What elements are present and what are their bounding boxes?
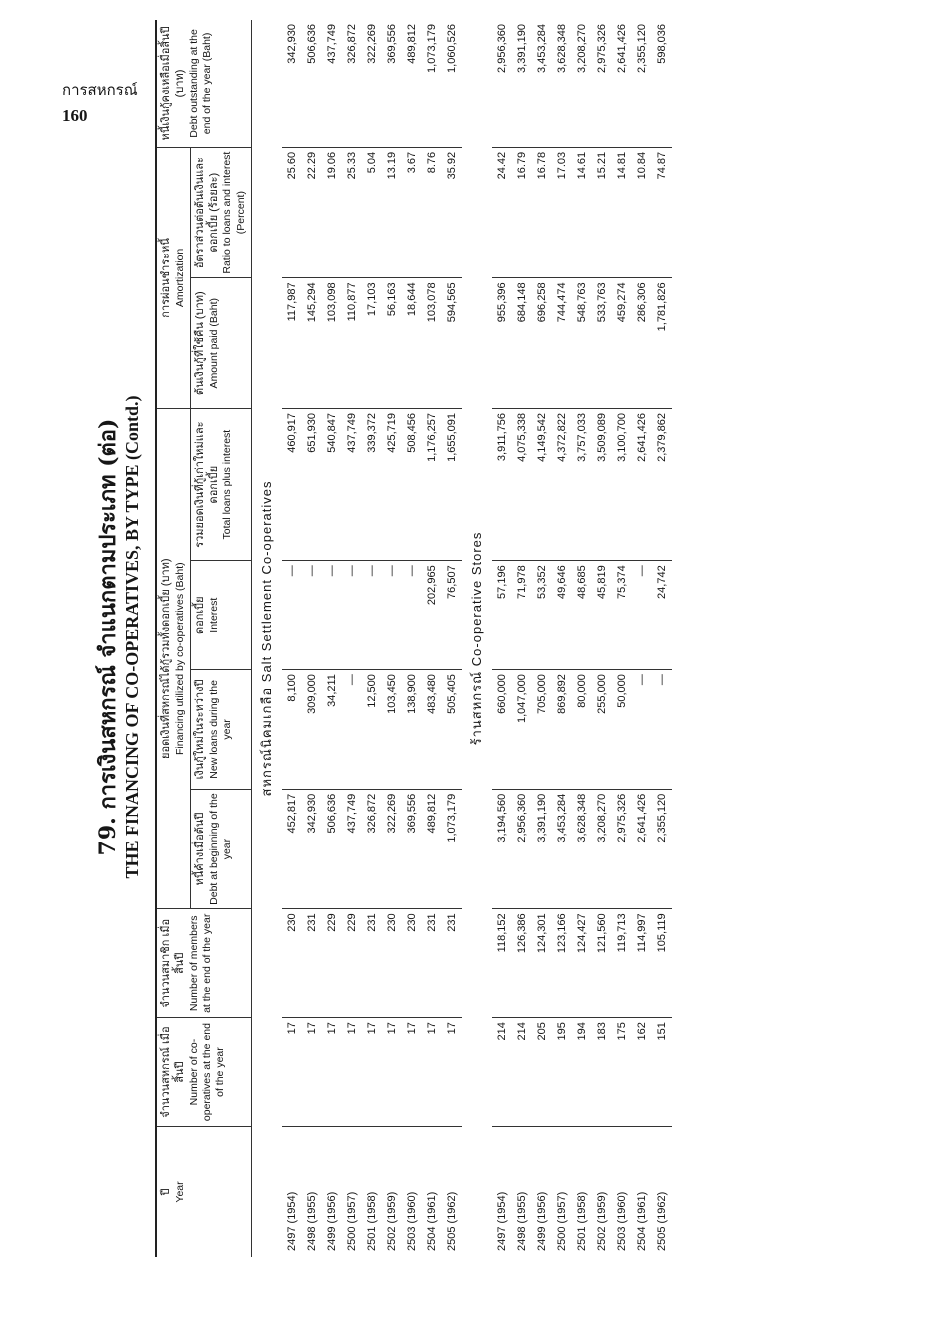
financing-table — [155, 20, 672, 1257]
table-cell: 326,872 — [362, 789, 382, 909]
year-cell: 2499 (1956) — [325, 1191, 338, 1251]
table-cell: 5.04 — [362, 147, 382, 278]
table-cell: 460,917 — [282, 408, 302, 560]
table-cell: 124,301 — [532, 909, 552, 1018]
table-row — [382, 20, 402, 1257]
col-coops-th: จำนวนสหกรณ์ เมื่อสิ้นปี — [160, 1026, 186, 1118]
table-cell: 24.42 — [492, 147, 512, 278]
amortization-group-en: Amortization — [173, 248, 186, 308]
amortization-group-header — [156, 147, 190, 408]
table-cell: — — [382, 561, 402, 670]
table-cell: 22.29 — [302, 147, 322, 278]
table-cell: 326,872 — [342, 20, 362, 147]
table-cell: 3,453,284 — [532, 20, 552, 147]
table-cell: 17,103 — [362, 278, 382, 409]
table-cell: 322,269 — [362, 20, 382, 147]
table-cell: 869,892 — [552, 670, 572, 790]
table-cell: 15.21 — [592, 147, 612, 278]
year-cell: 2503 (1960) — [615, 1191, 628, 1251]
table-cell: 483,480 — [422, 670, 442, 790]
table-cell: 231 — [442, 909, 462, 1018]
table-cell: 17 — [342, 1018, 362, 1127]
table-cell: 489,812 — [422, 789, 442, 909]
year-cell: 2501 (1958) — [365, 1191, 378, 1251]
table-cell: — — [282, 561, 302, 670]
col-members-th: จำนวนสมาชิก เมื่อสิ้นปี — [160, 918, 186, 1008]
table-cell: 744,474 — [552, 278, 572, 409]
table-cell: 286,306 — [632, 278, 652, 409]
section-title: สหกรณ์นิคมเกลือ Salt Settlement Co-operatives — [258, 480, 274, 797]
col-amount-paid-en: Amount paid (Baht) — [207, 297, 220, 389]
table-cell: 14.61 — [572, 147, 592, 278]
year-cell: 2504 (1961) — [425, 1191, 438, 1251]
header-row-1 — [156, 20, 190, 1257]
table-cell: 103,098 — [322, 278, 342, 409]
col-debt-end-en: Debt outstanding at the end of the year (Baht) — [187, 29, 213, 138]
financing-group-en: Financing utilized by co-operatives (Baht) — [173, 562, 186, 755]
table-cell: 3,453,284 — [552, 789, 572, 909]
col-debt-begin-header — [190, 789, 251, 909]
col-members-header — [156, 909, 251, 1018]
table-cell: 3,391,190 — [512, 20, 532, 147]
table-cell: 126,386 — [512, 909, 532, 1018]
table-cell: 103,078 — [422, 278, 442, 409]
financing-group-th: ยอดเงินที่สหกรณ์ได้กู้รวมทั้งดอกเบี้ย (บาท) — [160, 558, 172, 759]
year-cell: 2498 (1955) — [305, 1191, 318, 1251]
table-cell: 17 — [382, 1018, 402, 1127]
col-year-en: Year — [173, 1181, 186, 1203]
table-cell: 660,000 — [492, 670, 512, 790]
year-cell: 2500 (1957) — [555, 1191, 568, 1251]
table-cell: 3,911,756 — [492, 408, 512, 560]
table-cell: 214 — [492, 1018, 512, 1127]
table-cell: 452,817 — [282, 789, 302, 909]
table-cell: 14.81 — [612, 147, 632, 278]
table-cell: 76,507 — [442, 561, 462, 670]
page-header-category: การสหกรณ์ — [62, 81, 138, 99]
col-amount-paid-th: ต้นเงินกู้ที่ใช้คืน (บาท) — [193, 291, 206, 396]
col-total-en: Total loans plus interest — [221, 429, 234, 540]
table-row — [652, 20, 672, 1257]
table-row — [572, 20, 592, 1257]
table-cell: 1,176,257 — [422, 408, 442, 560]
table-cell: — — [402, 561, 422, 670]
table-cell: 651,930 — [302, 408, 322, 560]
table-cell: 117,987 — [282, 278, 302, 409]
col-debt-end-header — [156, 20, 251, 147]
col-total-th: รวมยอดเงินที่กู้เก่าใหม่และดอกเบี้ย — [193, 421, 220, 548]
page-number: 160 — [62, 106, 88, 125]
table-row — [342, 20, 362, 1257]
col-new-loans-th: เงินกู้ใหม่ในระหว่างปี — [193, 679, 206, 780]
year-cell: 2505 (1962) — [655, 1191, 668, 1251]
table-cell: 17 — [422, 1018, 442, 1127]
col-ratio-en: Ratio to loans and interest (Percent) — [221, 151, 247, 274]
table-cell: 121,560 — [592, 909, 612, 1018]
table-row — [302, 20, 322, 1257]
table-cell: 4,149,542 — [532, 408, 552, 560]
table-cell: 684,148 — [512, 278, 532, 409]
table-cell: 13.19 — [382, 147, 402, 278]
table-cell: 1,655,091 — [442, 408, 462, 560]
year-cell: 2497 (1954) — [495, 1191, 508, 1251]
table-cell: 195 — [552, 1018, 572, 1127]
table-cell: — — [342, 561, 362, 670]
table-row — [552, 20, 572, 1257]
table-title-thai: 79. การเงินสหกรณ์ จำแนกตามประเภท (ต่อ) — [95, 418, 121, 856]
table-cell: 3.67 — [402, 147, 422, 278]
table-cell: 2,641,426 — [612, 20, 632, 147]
table-cell: 18,644 — [402, 278, 422, 409]
table-cell: 1,073,179 — [442, 789, 462, 909]
table-cell: 533,763 — [592, 278, 612, 409]
table-cell: 230 — [282, 909, 302, 1018]
table-cell: 110,877 — [342, 278, 362, 409]
table-cell: 369,556 — [402, 789, 422, 909]
table-cell: 505,405 — [442, 670, 462, 790]
col-ratio-header — [190, 147, 251, 278]
table-cell: — — [342, 670, 362, 790]
table-cell: 80,000 — [572, 670, 592, 790]
table-cell: 105,119 — [652, 909, 672, 1018]
table-cell: 506,636 — [322, 789, 342, 909]
table-cell: 230 — [402, 909, 422, 1018]
table-cell: 369,556 — [382, 20, 402, 147]
table-row — [442, 20, 462, 1257]
table-cell: 540,847 — [322, 408, 342, 560]
table-cell: 508,456 — [402, 408, 422, 560]
year-cell: 2497 (1954) — [285, 1191, 298, 1251]
table-cell: 309,000 — [302, 670, 322, 790]
table-cell: 34,211 — [322, 670, 342, 790]
table-body — [251, 20, 672, 1257]
table-cell: 114,997 — [632, 909, 652, 1018]
table-cell: 8,100 — [282, 670, 302, 790]
table-cell: 548,763 — [572, 278, 592, 409]
col-coops-en: Number of co-operatives at the end of the year — [187, 1023, 226, 1122]
table-row — [322, 20, 342, 1257]
year-cell: 2502 (1959) — [385, 1191, 398, 1251]
col-ratio-th: อัตราส่วนต่อต้นเงินและดอกเบี้ย (ร้อยละ) — [193, 157, 220, 269]
table-cell: 19.06 — [322, 147, 342, 278]
table-cell: 162 — [632, 1018, 652, 1127]
year-cell: 2505 (1962) — [445, 1191, 458, 1251]
table-cell: 2,956,360 — [492, 20, 512, 147]
col-debt-begin-en: Debt at beginning of the year — [207, 793, 233, 905]
table-row — [632, 20, 652, 1257]
table-cell: 342,930 — [282, 20, 302, 147]
table-cell: 17 — [302, 1018, 322, 1127]
table-cell: 696,258 — [532, 278, 552, 409]
table-row — [422, 20, 442, 1257]
table-cell: 3,208,270 — [572, 20, 592, 147]
table-cell: 705,000 — [532, 670, 552, 790]
table-cell: 151 — [652, 1018, 672, 1127]
financing-group-header — [156, 408, 190, 908]
table-row — [592, 20, 612, 1257]
table-cell: 2,641,426 — [632, 408, 652, 560]
col-year-th: ปี — [160, 1188, 172, 1196]
table-cell: — — [652, 670, 672, 790]
year-cell: 2500 (1957) — [345, 1191, 358, 1251]
table-cell: 2,975,326 — [592, 20, 612, 147]
table-cell: 437,749 — [322, 20, 342, 147]
col-interest-header — [190, 561, 251, 670]
table-cell: — — [632, 670, 652, 790]
table-cell: 145,294 — [302, 278, 322, 409]
table-cell: 1,060,526 — [442, 20, 462, 147]
table-cell: 50,000 — [612, 670, 632, 790]
table-cell: 49,646 — [552, 561, 572, 670]
table-cell: 17 — [282, 1018, 302, 1127]
table-cell: 955,396 — [492, 278, 512, 409]
table-cell: 459,274 — [612, 278, 632, 409]
table-cell: 118,152 — [492, 909, 512, 1018]
table-cell: 231 — [422, 909, 442, 1018]
table-cell: 1,073,179 — [422, 20, 442, 147]
year-cell: 2502 (1959) — [595, 1191, 608, 1251]
table-row — [512, 20, 532, 1257]
col-new-loans-en: New loans during the year — [207, 680, 233, 779]
table-cell: 202,965 — [422, 561, 442, 670]
table-cell: 57,196 — [492, 561, 512, 670]
table-cell: 103,450 — [382, 670, 402, 790]
col-members-en: Number of members at the end of the year — [187, 913, 213, 1013]
rotated-table-page — [60, 17, 941, 1257]
table-cell: 10.84 — [632, 147, 652, 278]
table-cell: 138,900 — [402, 670, 422, 790]
table-cell: 205 — [532, 1018, 552, 1127]
table-row — [362, 20, 382, 1257]
table-cell: 2,641,426 — [632, 789, 652, 909]
table-cell: 2,975,326 — [612, 789, 632, 909]
table-row — [492, 20, 512, 1257]
col-coops-header — [156, 1018, 251, 1127]
table-cell: 437,749 — [342, 408, 362, 560]
year-cell: 2501 (1958) — [575, 1191, 588, 1251]
table-cell: 339,372 — [362, 408, 382, 560]
table-cell: 124,427 — [572, 909, 592, 1018]
table-cell: 214 — [512, 1018, 532, 1127]
table-title-english: THE FINANCING OF CO-OPERATIVES, BY TYPE (Contd.) — [122, 395, 142, 879]
table-cell: 53,352 — [532, 561, 552, 670]
table-cell: 35.92 — [442, 147, 462, 278]
table-cell: 322,269 — [382, 789, 402, 909]
section-title: ร้านสหกรณ์ Co-operative Stores — [468, 531, 484, 746]
table-cell: 183 — [592, 1018, 612, 1127]
table-cell: 489,812 — [402, 20, 422, 147]
col-debt-begin-th: หนี้ค้างเมื่อต้นปี — [193, 812, 206, 886]
table-cell: 48,685 — [572, 561, 592, 670]
table-cell: 2,355,120 — [652, 789, 672, 909]
table-cell: 231 — [362, 909, 382, 1018]
table-cell: 56,163 — [382, 278, 402, 409]
table-cell: 3,194,560 — [492, 789, 512, 909]
col-year-header — [156, 1126, 251, 1257]
table-cell: 12,500 — [362, 670, 382, 790]
table-cell: 231 — [302, 909, 322, 1018]
table-cell: — — [302, 561, 322, 670]
table-cell: 4,075,338 — [512, 408, 532, 560]
col-new-loans-header — [190, 670, 251, 790]
table-cell: 17.03 — [552, 147, 572, 278]
table-cell: — — [632, 561, 652, 670]
table-cell: 3,628,348 — [572, 789, 592, 909]
section-title-row — [462, 20, 492, 1257]
table-cell: 506,636 — [302, 20, 322, 147]
table-cell: 45,819 — [592, 561, 612, 670]
table-cell: 3,391,190 — [532, 789, 552, 909]
col-total-header — [190, 408, 251, 560]
table-row — [532, 20, 552, 1257]
table-cell: 71,978 — [512, 561, 532, 670]
table-cell: 1,047,000 — [512, 670, 532, 790]
table-cell: 2,379,862 — [652, 408, 672, 560]
table-cell: 437,749 — [342, 789, 362, 909]
amortization-group-th: การผ่อนชำระหนี้ — [160, 238, 172, 318]
table-cell: 16.78 — [532, 147, 552, 278]
table-cell: 230 — [382, 909, 402, 1018]
table-cell: 175 — [612, 1018, 632, 1127]
section-title-row — [251, 20, 282, 1257]
table-cell: 3,208,270 — [592, 789, 612, 909]
table-row — [402, 20, 422, 1257]
table-cell: 74.87 — [652, 147, 672, 278]
table-cell: 25.60 — [282, 147, 302, 278]
table-cell: 1,781,826 — [652, 278, 672, 409]
table-cell: 17 — [442, 1018, 462, 1127]
table-cell: 123,166 — [552, 909, 572, 1018]
table-cell: 17 — [322, 1018, 342, 1127]
col-debt-end-th: หนี้เงินกู้คงเหลือเมื่อสิ้นปี (บาท) — [160, 26, 186, 141]
table-cell: 229 — [342, 909, 362, 1018]
col-interest-th: ดอกเบี้ย — [193, 596, 206, 634]
table-row — [612, 20, 632, 1257]
table-cell: 3,100,700 — [612, 408, 632, 560]
table-cell: 598,036 — [652, 20, 672, 147]
table-cell: 3,628,348 — [552, 20, 572, 147]
table-cell: 119,713 — [612, 909, 632, 1018]
table-cell: 3,509,089 — [592, 408, 612, 560]
table-cell: 25.33 — [342, 147, 362, 278]
year-cell: 2498 (1955) — [515, 1191, 528, 1251]
table-row — [282, 20, 302, 1257]
table-cell: 17 — [402, 1018, 422, 1127]
table-cell: 229 — [322, 909, 342, 1018]
table-cell: 194 — [572, 1018, 592, 1127]
year-cell: 2504 (1961) — [635, 1191, 648, 1251]
table-cell: 8.76 — [422, 147, 442, 278]
year-cell: 2499 (1956) — [535, 1191, 548, 1251]
table-cell: — — [322, 561, 342, 670]
table-cell: 16.79 — [512, 147, 532, 278]
table-cell: 2,355,120 — [632, 20, 652, 147]
table-cell: 342,930 — [302, 789, 322, 909]
table-cell: 425,719 — [382, 408, 402, 560]
table-cell: 17 — [362, 1018, 382, 1127]
table-cell: 255,000 — [592, 670, 612, 790]
col-amount-paid-header — [190, 278, 251, 409]
table-cell: 3,757,033 — [572, 408, 592, 560]
table-cell: 24,742 — [652, 561, 672, 670]
table-cell: 594,565 — [442, 278, 462, 409]
table-cell: 2,956,360 — [512, 789, 532, 909]
col-interest-en: Interest — [207, 597, 220, 633]
table-cell: 75,374 — [612, 561, 632, 670]
table-cell: — — [362, 561, 382, 670]
table-cell: 4,372,822 — [552, 408, 572, 560]
year-cell: 2503 (1960) — [405, 1191, 418, 1251]
